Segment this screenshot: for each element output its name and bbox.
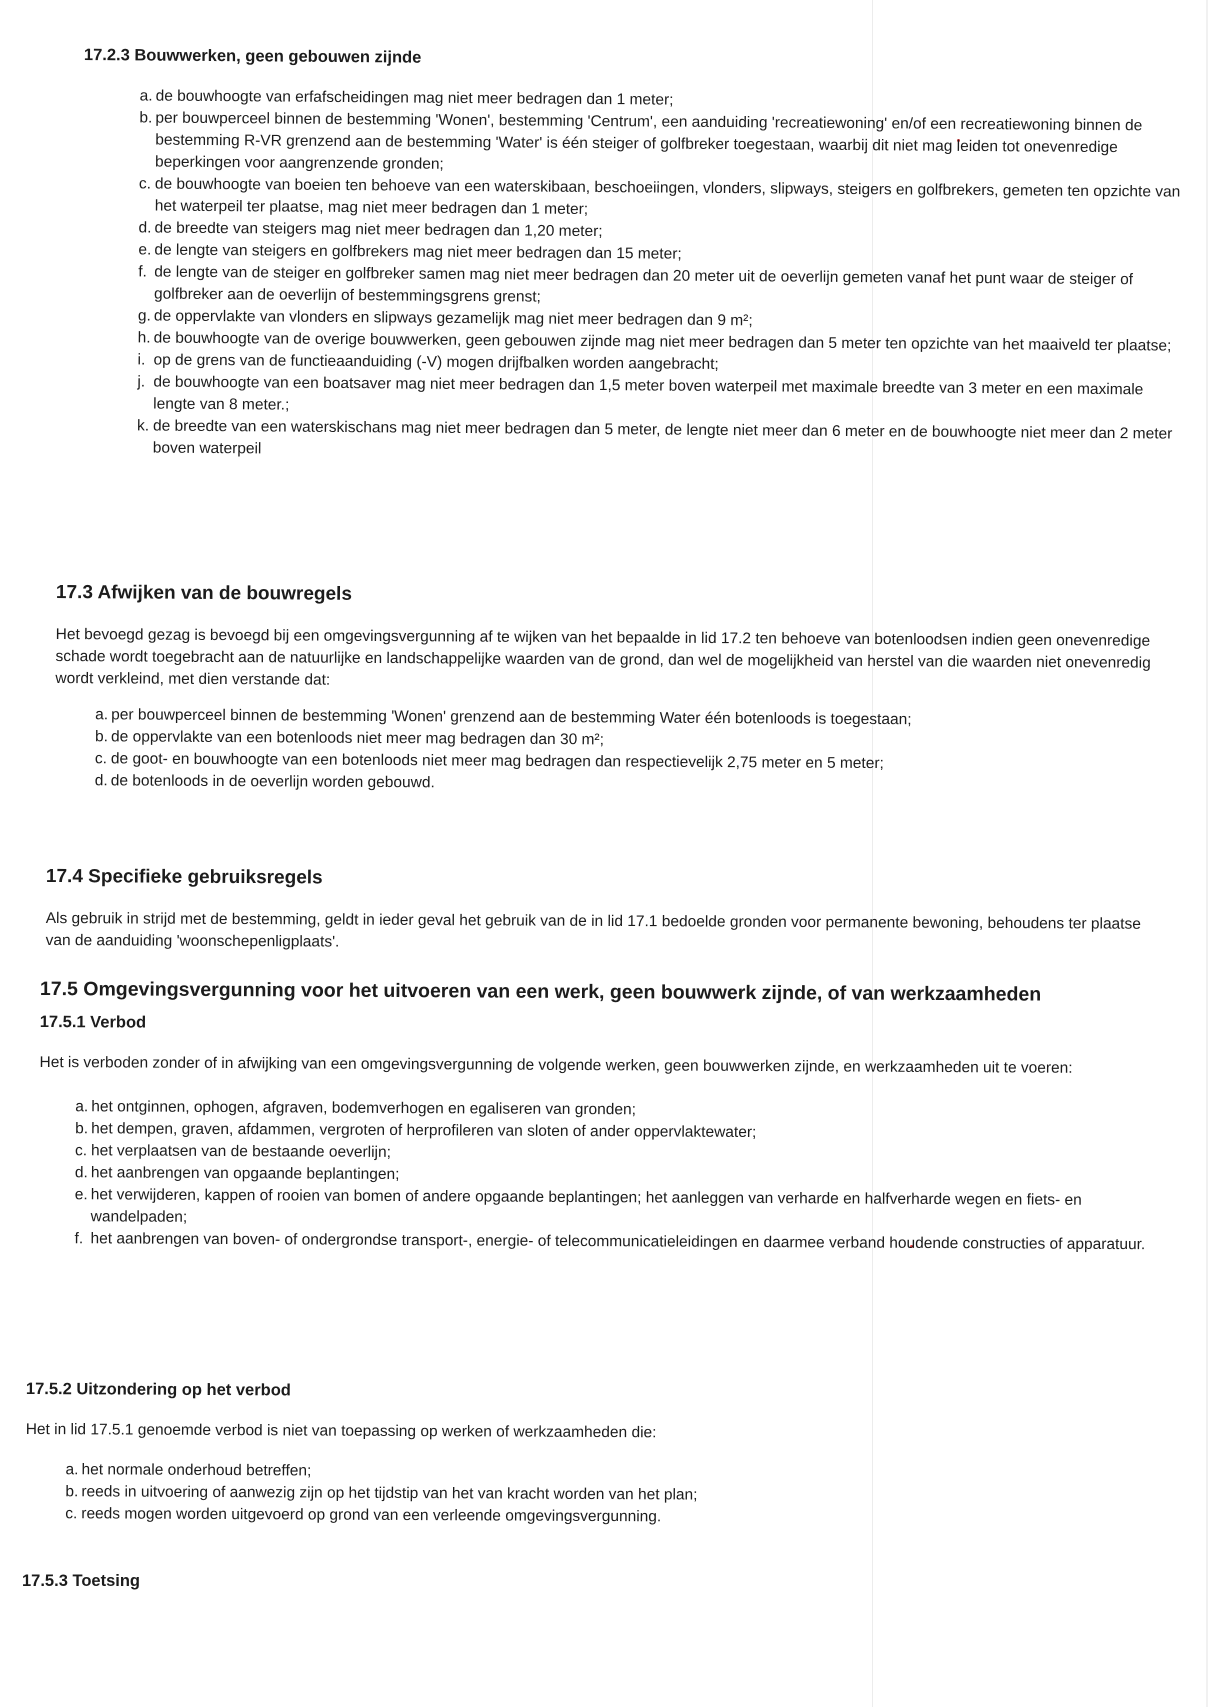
section-heading: 17.5 Omgevingsvergunning voor het uitvoeren van een werk, geen bouwwerk zijnde, of van werkzaamheden — [39, 978, 1042, 1006]
section-17-2-3 — [81, 46, 1184, 468]
paragraph: Het in lid 17.5.1 genoemde verbod is niet van toepassing op werken of werkzaamheden die: — [25, 1420, 657, 1442]
section-17-5 — [38, 978, 1170, 1256]
section-17-5-2 — [25, 1380, 1136, 1531]
section-17-3 — [55, 582, 1166, 799]
paragraph: Het bevoegd gezag is bevoegd bij een omgevingsvergunning af te wijken van het bepaalde in lid 17.2 ten behoeve van botenloodsen indien geen onevenredige schade wordt toegebracht aan de natuurlijke en landschappelijke waarden van de grond, dan wel de mogelijkheid van herstel van die waarden niet onevenredig wordt verkleind, met dien verstande dat: — [55, 625, 1151, 689]
list-item: a. de bouwhoogte van erfafscheidingen mag niet meer bedragen dan 1 meter; — [139, 87, 674, 109]
section-heading: 17.5.2 Uitzondering op het verbod — [25, 1380, 291, 1400]
list-item: c. reeds mogen worden uitgevoerd op grond van een verleende omgevingsvergunning. — [65, 1505, 662, 1526]
list-item: e. de lengte van steigers en golfbrekers mag niet meer bedragen dan 15 meter; — [138, 241, 682, 263]
list-item: d. het aanbrengen van opgaande beplantingen; — [74, 1164, 400, 1184]
list-item: i. op de grens van de functieaanduiding (-V) mogen drijfbalken worden aangebracht; — [137, 351, 719, 373]
list-item: h. de bouwhoogte van de overige bouwwerken, geen gebouwen zijnde mag niet meer bedragen dan 5 meter ten opzichte van het maaiveld ter plaatse; — [137, 329, 1172, 355]
list-item: a. het normale onderhoud betreffen; — [65, 1461, 312, 1480]
list-item: f. het aanbrengen van boven- of ondergrondse transport-, energie- of telecommunicatieleidingen en daarmee verband houdende constructies of apparatuur. — [74, 1230, 1146, 1254]
section-17-4 — [45, 866, 1156, 972]
subsection-heading: 17.5.1 Verbod — [39, 1012, 147, 1032]
list-item: c. de bouwhoogte van boeien ten behoeve van een waterskibaan, beschoeiingen, vlonders, slipways, steigers en golfbrekers, gemeten ten opzichte van het waterpeil ter plaatse, mag niet meer bedragen dan 1 meter; — [138, 175, 1181, 218]
list-item: a. het ontginnen, ophogen, afgraven, bodemverhogen en egaliseren van gronden; — [75, 1098, 636, 1119]
rule-list — [38, 1096, 1169, 1256]
list-item: c. het verplaatsen van de bestaande oeverlijn; — [74, 1142, 391, 1161]
section-heading: 17.5.3 Toetsing — [22, 1572, 140, 1590]
list-item: b. het dempen, graven, afdammen, vergroten of herprofileren van sloten of ander oppervlaktewater; — [75, 1120, 757, 1142]
list-item: b. per bouwperceel binnen de bestemming 'Wonen', bestemming 'Centrum', een aanduiding 'recreatiewoning' en/of een recreatiewoning binnen de bestemming R-VR grenzend aan de bestemming 'Water' is één steiger of golfbreker toegestaan, waarbij dit niet mag leiden tot onevenredige beperkingen voor aangrenzende gronden; — [139, 109, 1143, 173]
list-item: f. de lengte van de steiger en golfbreker samen mag niet meer bedragen dan 20 meter uit de oeverlijn gemeten vanaf het punt waar de steiger of golfbreker aan de oeverlijn of bestemmingsgrens grenst; — [138, 263, 1134, 306]
list-item: d. de botenloods in de oeverlijn worden gebouwd. — [94, 772, 435, 792]
list-item: d. de breedte van steigers mag niet meer bedragen dan 1,20 meter; — [138, 219, 603, 241]
rule-list — [81, 85, 1184, 468]
paragraph: Als gebruik in strijd met de bestemming, geldt in ieder geval het gebruik van de in lid 17.1 bedoelde gronden voor permanente bewoning, behoudens ter plaatse van de aanduiding 'woonschepenligplaats'. — [45, 909, 1141, 951]
section-heading: 17.4 Specifieke gebruiksregels — [45, 866, 323, 889]
section-heading: 17.2.3 Bouwwerken, geen gebouwen zijnde — [83, 46, 422, 67]
rule-list — [25, 1459, 1135, 1531]
list-item: g. de oppervlakte van vlonders en slipways gezamelijk mag niet meer bedragen dan 9 m²; — [137, 307, 753, 330]
list-item: a. per bouwperceel binnen de bestemming 'Wonen' grenzend aan de bestemming Water één botenloods is toegestaan; — [95, 706, 912, 729]
list-item: b. de oppervlakte van een botenloods niet meer mag bedragen dan 30 m²; — [95, 728, 604, 749]
list-item: e. het verwijderen, kappen of rooien van bomen of andere opgaande beplantingen; het aanleggen van verharde en halfverharde wegen en fiets- en wandelpaden; — [74, 1186, 1082, 1226]
list-item: c. de goot- en bouwhoogte van een botenloods niet meer mag bedragen dan respectievelijk 2,75 meter en 5 meter; — [94, 750, 884, 773]
list-item: b. reeds in uitvoering of aanwezig zijn op het tijdstip van het van kracht worden van het plan; — [65, 1483, 698, 1504]
section-17-5-3 — [22, 1572, 622, 1611]
list-item: j. de bouwhoogte van een boatsaver mag niet meer bedragen dan 1,5 meter boven waterpeil met maximale breedte van 3 meter en een maximale lengte van 8 meter.; — [137, 373, 1144, 414]
rule-list — [55, 704, 1166, 799]
paragraph: Het is verboden zonder of in afwijking van een omgevingsvergunning de volgende werken, geen bouwwerken zijnde, en werkzaamheden uit te voeren: — [39, 1053, 1073, 1077]
section-heading: 17.3 Afwijken van de bouwregels — [55, 582, 353, 605]
list-item: k. de breedte van een waterskischans mag niet meer bedragen dan 5 meter, de lengte niet meer dan 6 meter en de bouwhoogte niet meer dan 2 meter boven waterpeil — [136, 417, 1173, 458]
